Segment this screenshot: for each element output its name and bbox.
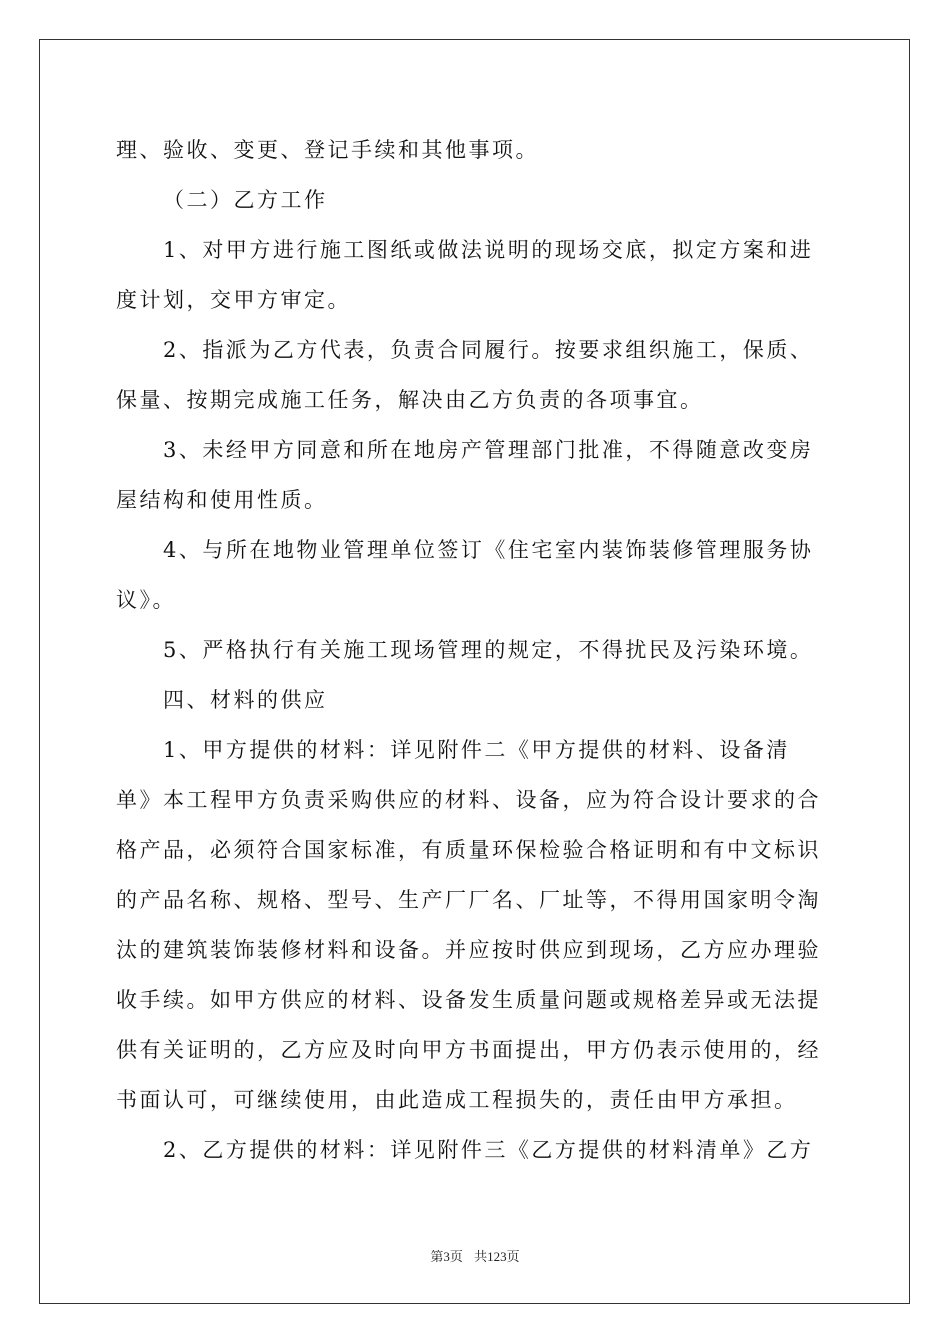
text-line: 汰的建筑装饰装修材料和设备。并应按时供应到现场，乙方应办理验 xyxy=(116,938,821,962)
text-line: 5、严格执行有关施工现场管理的规定，不得扰民及污染环境。 xyxy=(163,638,814,662)
text-line: 3、未经甲方同意和所在地房产管理部门批准，不得随意改变房 xyxy=(163,438,814,462)
text-line: 保量、按期完成施工任务，解决由乙方负责的各项事宜。 xyxy=(116,388,704,412)
text-line: 议》。 xyxy=(116,588,176,612)
document-body xyxy=(116,125,836,1175)
text-line: 1、对甲方进行施工图纸或做法说明的现场交底，拟定方案和进 xyxy=(163,238,814,262)
text-line: 1、甲方提供的材料：详见附件二《甲方提供的材料、设备清 xyxy=(163,738,790,762)
text-line: 单》本工程甲方负责采购供应的材料、设备，应为符合设计要求的合 xyxy=(116,788,821,812)
page-footer xyxy=(0,1246,950,1265)
text-line: 4、与所在地物业管理单位签订《住宅室内装饰装修管理服务协 xyxy=(163,538,814,562)
text-line: 收手续。如甲方供应的材料、设备发生质量问题或规格差异或无法提 xyxy=(116,988,821,1012)
page-number: 第3页 xyxy=(430,1249,463,1264)
text-line: 供有关证明的，乙方应及时向甲方书面提出，甲方仍表示使用的，经 xyxy=(116,1038,821,1062)
text-line: 的产品名称、规格、型号、生产厂厂名、厂址等，不得用国家明令淘 xyxy=(116,888,821,912)
text-line: 格产品，必须符合国家标准，有质量环保检验合格证明和有中文标识 xyxy=(116,838,821,862)
section-heading: 四、材料的供应 xyxy=(163,688,328,712)
text-line: 2、指派为乙方代表，负责合同履行。按要求组织施工，保质、 xyxy=(163,338,814,362)
text-line: 书面认可，可继续使用，由此造成工程损失的，责任由甲方承担。 xyxy=(116,1088,798,1112)
page-total: 共123页 xyxy=(474,1249,520,1264)
text-line: 2、乙方提供的材料：详见附件三《乙方提供的材料清单》乙方 xyxy=(163,1138,814,1162)
text-line: 屋结构和使用性质。 xyxy=(116,488,328,512)
text-line: 度计划，交甲方审定。 xyxy=(116,288,351,312)
text-line: 理、验收、变更、登记手续和其他事项。 xyxy=(116,138,539,162)
subsection-heading: （二）乙方工作 xyxy=(163,188,328,212)
